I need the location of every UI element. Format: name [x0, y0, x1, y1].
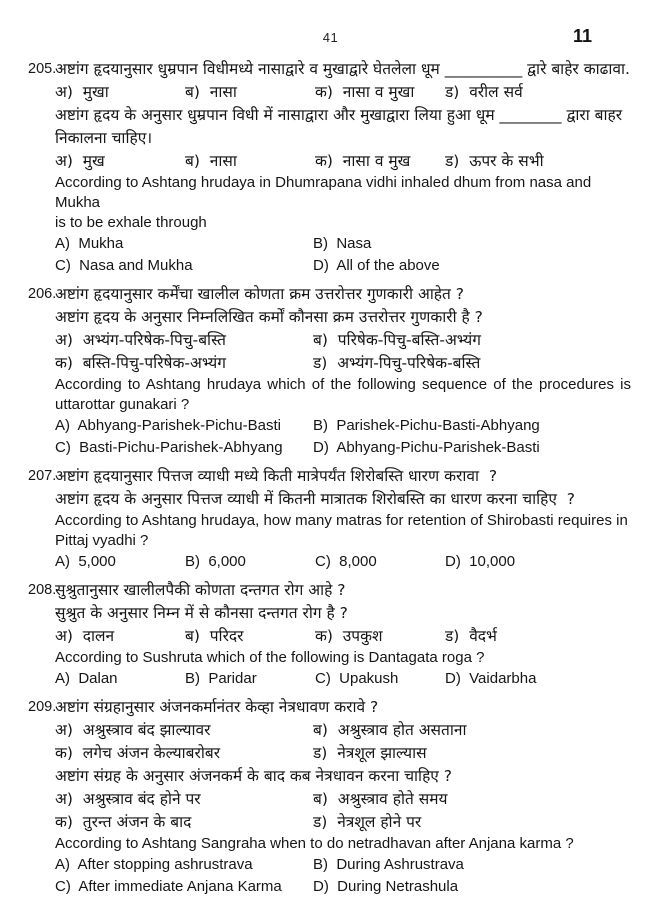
- q209-marathi-option-c: क) लगेच अंजन केल्याबरोबर: [55, 744, 221, 762]
- q205-marathi-question: अष्टांग हृदयानुसार धुम्रपान विधीमध्ये नासाद्वारे व मुखाद्वारे घेतलेला धूम __________ द्वारे बाहेर काढावा.: [55, 60, 630, 78]
- question-205-number: 205.: [28, 61, 57, 77]
- q206-devanagari-options-row2: [55, 352, 633, 375]
- q205-english-option-b: B) Nasa: [313, 235, 372, 252]
- booklet-number: 11: [572, 26, 592, 46]
- q206-english-question-line1: According to Ashtang hrudaya which of the following sequence of the procedures is: [55, 376, 631, 393]
- q205-english-options-row1: [55, 233, 633, 255]
- page-number: 41: [322, 30, 339, 45]
- q205-hindi-option-c: क) नासा व मुख: [315, 152, 411, 170]
- q209-hindi-option-c: क) तुरन्त अंजन के बाद: [55, 813, 192, 831]
- question-208-body: [55, 579, 633, 690]
- q207-english-question-line1: According to Ashtang hrudaya, how many matras for retention of Shirobasti requires in: [55, 512, 628, 529]
- q206-english-option-b: B) Parishek-Pichu-Basti-Abhyang: [313, 417, 540, 434]
- q209-english-option-b: B) During Ashrustrava: [313, 856, 464, 873]
- q209-english-option-a: A) After stopping ashrustrava: [55, 856, 253, 873]
- q208-devanagari-option-a: अ) दालन: [55, 627, 115, 645]
- q207-hindi-question: अष्टांग हृदय के अनुसार पित्तज व्याधी में कितनी मात्रातक शिरोबस्ति का धारण करना चाहिए ?: [55, 490, 575, 508]
- question-207-number: 207.: [28, 468, 57, 484]
- q209-marathi-option-a: अ) अश्रुस्त्राव बंद झाल्यावर: [55, 721, 211, 739]
- q206-devanagari-option-d: ड) अभ्यंग-पिचु-परिषेक-बस्ति: [313, 354, 481, 372]
- q206-hindi-question: अष्टांग हृदय के अनुसार निम्नलिखित कर्मों कौनसा क्रम उत्तरोत्तर गुणकारी है ?: [55, 308, 483, 326]
- q209-hindi-option-d: ड) नेत्रशूल होने पर: [313, 813, 422, 831]
- q209-english-option-c: C) After immediate Anjana Karma: [55, 878, 282, 895]
- q209-hindi-option-b: ब) अश्रुस्त्राव होते समय: [313, 790, 448, 808]
- q209-english-options-row2: [55, 876, 633, 898]
- q207-english-option-b: B) 6,000: [185, 553, 246, 570]
- question-209: [28, 696, 633, 898]
- q208-devanagari-option-d: ड) वैदर्भ: [445, 627, 497, 645]
- q206-english-options-row1: [55, 415, 633, 437]
- q208-english-option-a: A) Dalan: [55, 670, 118, 687]
- q206-english-option-c: C) Basti-Pichu-Parishek-Abhyang: [55, 439, 283, 456]
- q205-hindi-question: अष्टांग हृदय के अनुसार धुम्रपान विधी में नासाद्वारा और मुखाद्वारा लिया हुआ धूम ________ द्वारा बाहर निकालना चाहिए।: [55, 106, 628, 147]
- q205-english-question-line2: is to be exhale through: [55, 214, 207, 231]
- q205-hindi-option-d: ड) ऊपर के सभी: [445, 152, 544, 170]
- q208-english-option-b: B) Paridar: [185, 670, 257, 687]
- q205-english-options-row2: [55, 255, 633, 277]
- question-208: [28, 579, 633, 690]
- q205-hindi-option-b: ब) नासा: [185, 152, 237, 170]
- q205-marathi-option-b: ब) नासा: [185, 83, 237, 101]
- q208-english-question: According to Sushruta which of the following is Dantagata roga ?: [55, 649, 485, 666]
- q206-english-option-d: D) Abhyang-Pichu-Parishek-Basti: [313, 439, 540, 456]
- q206-devanagari-option-b: ब) परिषेक-पिचु-बस्ति-अभ्यंग: [313, 331, 481, 349]
- q209-marathi-options-row2: [55, 742, 633, 765]
- q207-english-options: [55, 551, 633, 573]
- q208-english-options: [55, 668, 633, 690]
- q209-marathi-option-d: ड) नेत्रशूल झाल्यास: [313, 744, 427, 762]
- q208-english-option-c: C) Upakush: [315, 670, 399, 687]
- question-206-number: 206.: [28, 286, 57, 302]
- q207-english-option-a: A) 5,000: [55, 553, 116, 570]
- q209-hindi-option-a: अ) अश्रुस्त्राव बंद होने पर: [55, 790, 201, 808]
- q208-devanagari-option-b: ब) परिदर: [185, 627, 244, 645]
- q206-devanagari-option-a: अ) अभ्यंग-परिषेक-पिचु-बस्ति: [55, 331, 226, 349]
- q205-hindi-options: [55, 150, 633, 173]
- q206-devanagari-options-row1: [55, 329, 633, 352]
- page-header: [28, 0, 633, 52]
- question-205: [28, 58, 633, 277]
- q208-hindi-question: सुश्रुत के अनुसार निम्न में से कौनसा दन्तगत रोग है ?: [55, 604, 348, 622]
- question-208-number: 208.: [28, 582, 57, 598]
- q207-english-question-line2: Pittaj vyadhi ?: [55, 532, 149, 549]
- q209-english-question: According to Ashtang Sangraha when to do netradhavan after Anjana karma ?: [55, 835, 574, 852]
- q206-english-question-line2: uttarottar gunakari ?: [55, 396, 190, 413]
- question-206: [28, 283, 633, 459]
- q205-english-question-line1: According to Ashtang hrudaya in Dhumrapana vidhi inhaled dhum from nasa and Mukha: [55, 174, 596, 211]
- q205-marathi-options: [55, 81, 633, 104]
- q209-hindi-question: अष्टांग संग्रह के अनुसार अंजनकर्म के बाद कब नेत्रधावन करना चाहिए ?: [55, 767, 453, 785]
- q205-hindi-option-a: अ) मुख: [55, 152, 105, 170]
- q205-marathi-option-c: क) नासा व मुखा: [315, 83, 415, 101]
- q207-marathi-question: अष्टांग हृदयानुसार पित्तज व्याधी मध्ये किती मात्रेपर्यंत शिरोबस्ति धारण करावा ?: [55, 467, 498, 485]
- q205-english-option-c: C) Nasa and Mukha: [55, 257, 193, 274]
- q209-marathi-option-b: ब) अश्रुस्त्राव होत असताना: [313, 721, 467, 739]
- q206-marathi-question: अष्टांग हृदयानुसार कर्मेंचा खालील कोणता क्रम उत्तरोत्तर गुणकारी आहेत ?: [55, 285, 465, 303]
- question-207: [28, 465, 633, 573]
- q208-english-option-d: D) Vaidarbha: [445, 670, 537, 687]
- q206-english-option-a: A) Abhyang-Parishek-Pichu-Basti: [55, 417, 281, 434]
- q209-marathi-options-row1: [55, 719, 633, 742]
- q208-devanagari-options: [55, 625, 633, 648]
- question-207-body: [55, 465, 633, 573]
- q208-devanagari-option-c: क) उपकुश: [315, 627, 383, 645]
- question-206-body: [55, 283, 633, 459]
- q209-marathi-question: अष्टांग संग्रहानुसार अंजनकर्मानंतर केव्हा नेत्रधावण करावे ?: [55, 698, 379, 716]
- question-209-body: [55, 696, 633, 898]
- q208-marathi-question: सुश्रुतानुसार खालीलपैकी कोणता दन्तगत रोग आहे ?: [55, 581, 346, 599]
- q207-english-option-d: D) 10,000: [445, 553, 516, 570]
- q209-english-option-d: D) During Netrashula: [313, 878, 459, 895]
- q206-english-options-row2: [55, 437, 633, 459]
- q206-devanagari-option-c: क) बस्ति-पिचु-परिषेक-अभ्यंग: [55, 354, 227, 372]
- q205-english-option-a: A) Mukha: [55, 235, 124, 252]
- q207-english-option-c: C) 8,000: [315, 553, 377, 570]
- q205-marathi-option-a: अ) मुखा: [55, 83, 109, 101]
- question-209-number: 209.: [28, 699, 57, 715]
- q205-marathi-option-d: ड) वरील सर्व: [445, 83, 523, 101]
- q209-hindi-options-row2: [55, 811, 633, 834]
- q209-hindi-options-row1: [55, 788, 633, 811]
- q209-english-options-row1: [55, 854, 633, 876]
- question-205-body: [55, 58, 633, 277]
- q205-english-option-d: D) All of the above: [313, 257, 440, 274]
